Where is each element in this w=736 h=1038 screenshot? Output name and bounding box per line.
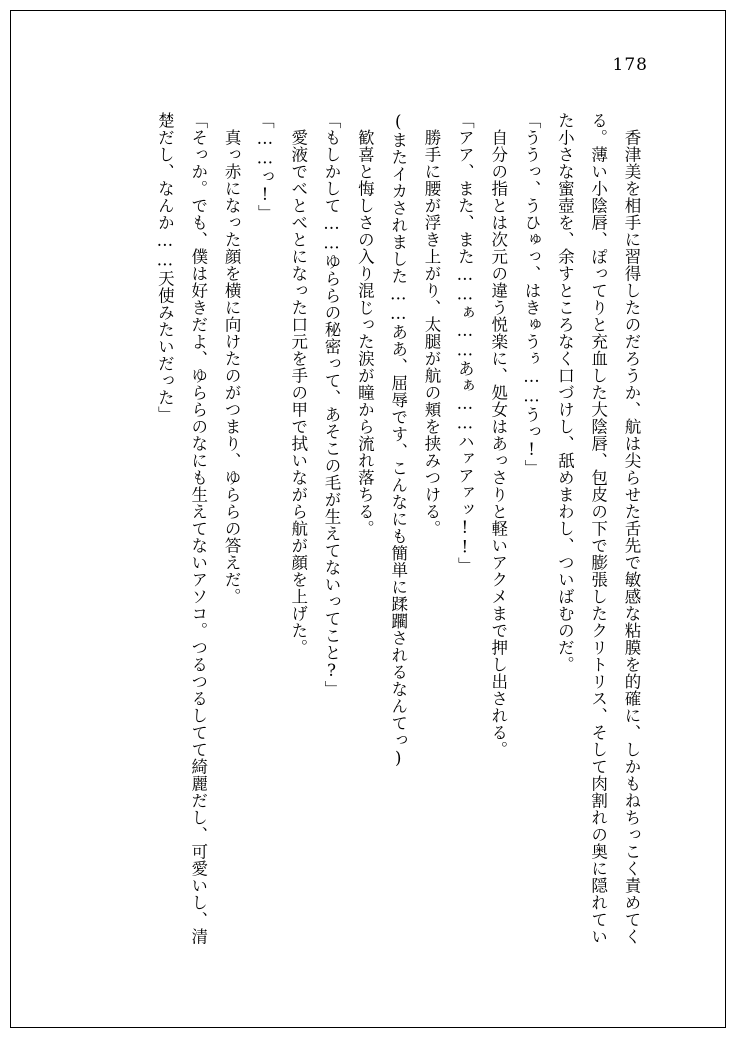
paragraph: 歓喜と悔しさの入り混じった涙が瞳から流れ落ちる。 — [355, 128, 375, 537]
page-border-left — [10, 10, 11, 1028]
paragraph: (またイカされました……ああ、屈辱です、こんなにも簡単に蹂躙されるなんてっ) — [388, 112, 408, 768]
paragraph: 自分の指とは次元の違う悦楽に、処女はあっさりと軽いアクメまで押し出される。 — [488, 128, 508, 758]
paragraph: 「もしかして……ゆららの秘密って、あそこの毛が生えてないってこと?」 — [322, 112, 342, 698]
paragraph: 香津美を相手に習得したのだろうか、航は尖らせた舌先で敏感な粘膜を的確に、しかもねちっこく責めてくる。薄い小陰唇、ぽってりと充血した大陰唇、包皮の下で膨張したクリトリス、そして肉割れの奥に隠れていた小さな蜜壺を、余すところなく口づけし、舐めまわし、ついばむのだ。 — [555, 112, 641, 945]
page-number: 178 — [612, 55, 648, 75]
paragraph: 勝手に腰が浮き上がり、太腿が航の頬を挟みつける。 — [422, 128, 442, 537]
paragraph: 「ううっ、うひゅっ、はきゅうぅ……うっ!」 — [522, 112, 542, 477]
paragraph: 「そっか。でも、僕は好きだよ、ゆららのなにも生えてないアソコ。つるつるしてて綺麗だし、可愛いし、清楚だし、なんか……天使みたいだった」 — [155, 112, 208, 945]
page-border-right — [725, 10, 726, 1028]
paragraph: 真っ赤になった顔を横に向けたのがつまり、ゆららの答えだ。 — [222, 128, 242, 605]
paragraph: 愛液でべとべとになった口元を手の甲で拭いながら航が顔を上げた。 — [288, 128, 308, 656]
paragraph: 「アア、また、また……ぁ……あぁ……ハァアァッ!!」 — [455, 112, 475, 574]
paragraph: 「……っ!」 — [255, 112, 275, 222]
page-border-bottom — [10, 1027, 726, 1028]
vertical-text-body — [110, 112, 648, 952]
page-border-top — [10, 10, 726, 11]
